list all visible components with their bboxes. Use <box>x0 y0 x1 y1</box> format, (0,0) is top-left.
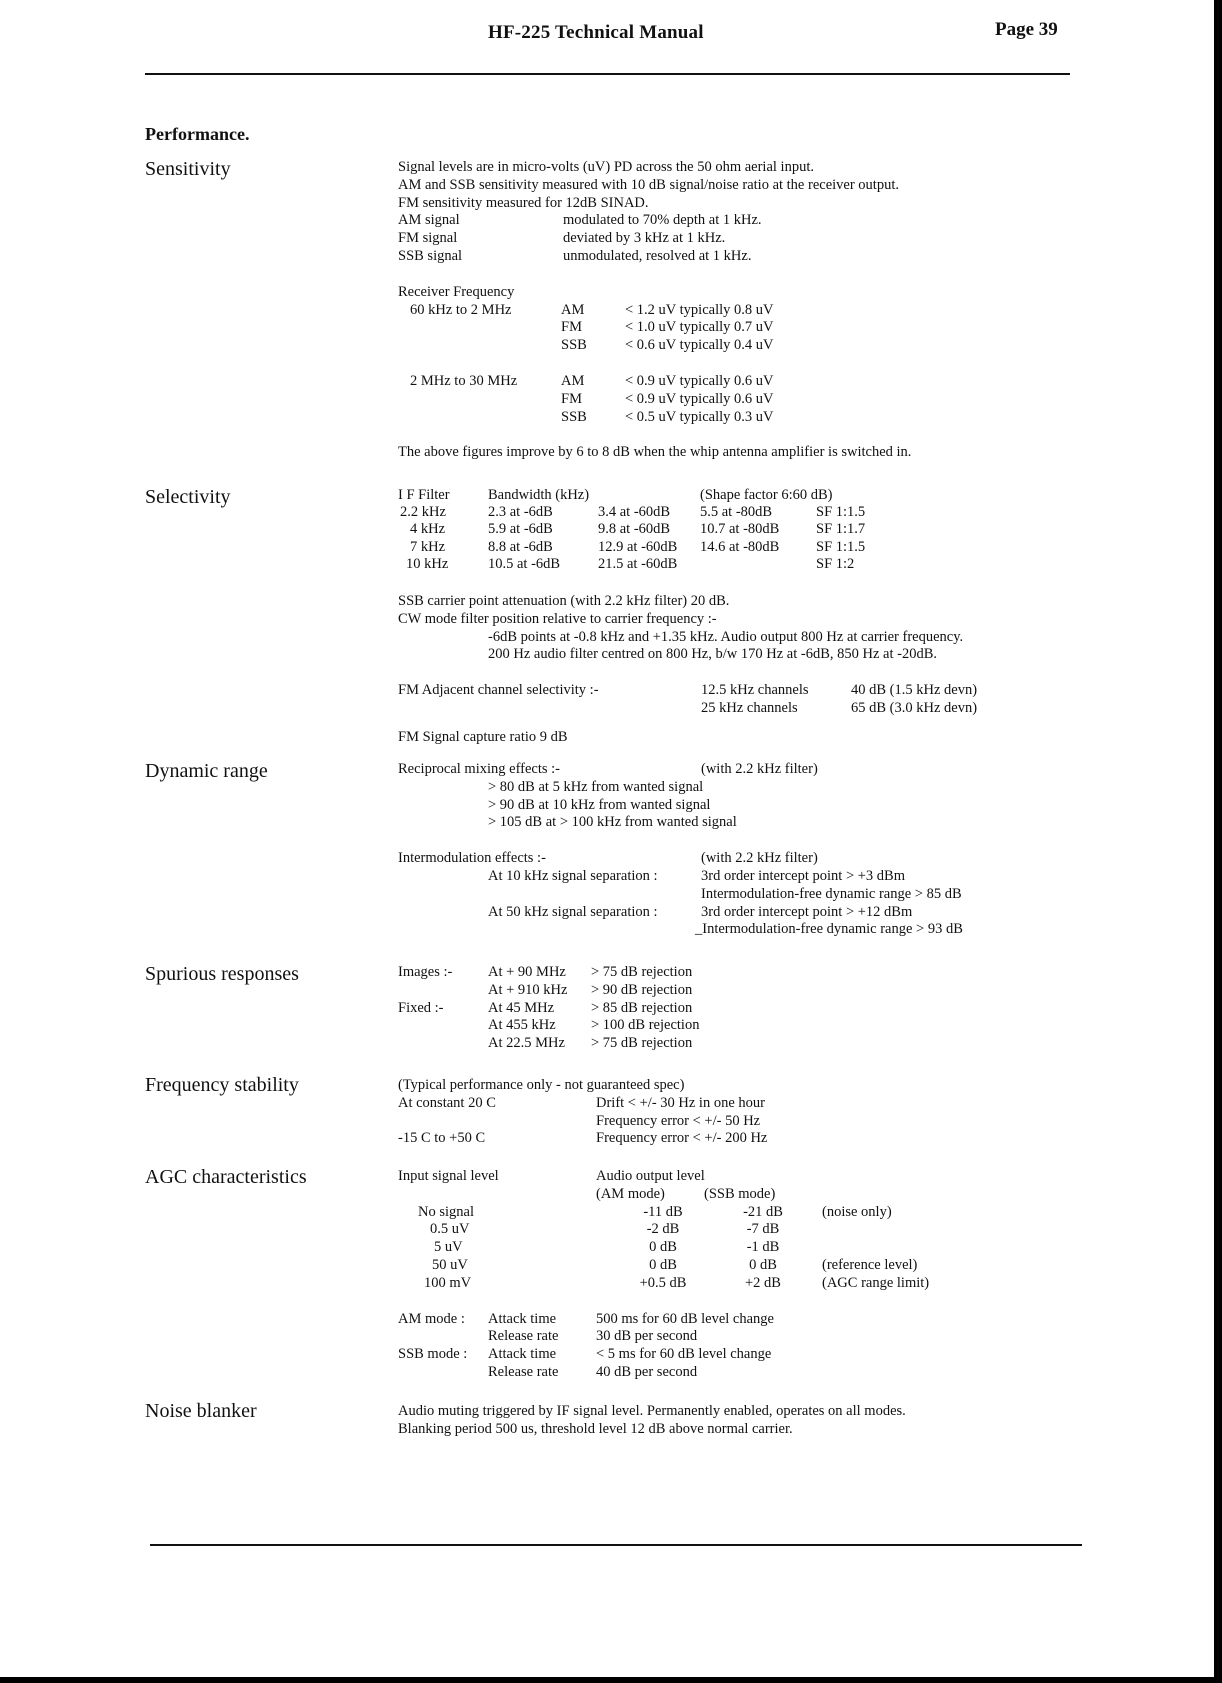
agc-row: 0.5 uV -2 dB -7 dB <box>430 1221 780 1238</box>
section-label-sensitivity: Sensitivity <box>145 158 231 180</box>
intermodulation-row: Intermodulation effects :- (with 2.2 kHz filter) <box>398 850 818 867</box>
signal-row: SSB signal unmodulated, resolved at 1 kHz. <box>398 247 752 264</box>
agc-row: 5 uV 0 dB -1 dB <box>434 1239 780 1256</box>
sensitivity-intro-line: Signal levels are in micro-volts (uV) PD across the 50 ohm aerial input. <box>398 159 814 175</box>
spurious-row: Images :- At + 90 MHz > 75 dB rejection <box>398 964 693 980</box>
band-row: SSB < 0.6 uV typically 0.4 uV <box>561 337 774 354</box>
cw-detail-line: 200 Hz audio filter centred on 800 Hz, b/w 170 Hz at -6dB, 850 Hz at -20dB. <box>488 646 937 663</box>
spurious-row: Fixed :- At 45 MHz > 85 dB rejection <box>398 999 693 1016</box>
table-row: 2.2 kHz 2.3 at -6dB 3.4 at -60dB 5.5 at -80dB SF 1:1.5 <box>400 504 866 521</box>
band-row: 60 kHz to 2 MHz AM < 1.2 uV typically 0.8 uV <box>410 301 774 318</box>
selectivity-block <box>398 487 977 747</box>
signal-row: FM signal deviated by 3 kHz at 1 kHz. <box>398 230 726 247</box>
noise-blanker-block <box>398 1403 906 1439</box>
agc-timing-row: Release rate 40 dB per second <box>488 1363 698 1380</box>
dynamic-range-block <box>398 761 963 939</box>
page-title: HF-225 Technical Manual <box>488 22 704 43</box>
receiver-frequency-heading: Receiver Frequency <box>398 283 515 300</box>
sensitivity-block <box>398 159 911 462</box>
cw-detail-line: -6dB points at -0.8 kHz and +1.35 kHz. Audio output 800 Hz at carrier frequency. <box>488 628 964 645</box>
separation-row: _Intermodulation-free dynamic range > 93 dB <box>695 921 963 938</box>
band-row: FM < 1.0 uV typically 0.7 uV <box>561 319 774 336</box>
agc-block <box>398 1168 929 1382</box>
whip-amplifier-note: The above figures improve by 6 to 8 dB when the whip antenna amplifier is switched in. <box>398 444 912 461</box>
reciprocal-mixing-row: Reciprocal mixing effects :- (with 2.2 kHz filter) <box>398 761 818 777</box>
agc-timing-row: AM mode : Attack time 500 ms for 60 dB level change <box>398 1310 774 1327</box>
footer-rule <box>150 1544 1082 1546</box>
separation-row: At 10 kHz signal separation : 3rd order intercept point > +3 dBm <box>488 867 906 884</box>
page-number: Page 39 <box>995 19 1058 40</box>
sensitivity-intro-line: AM and SSB sensitivity measured with 10 dB signal/noise ratio at the receiver output. <box>398 176 899 193</box>
stability-row: -15 C to +50 C Frequency error < +/- 200 Hz <box>398 1130 768 1147</box>
spurious-row: At + 910 kHz > 90 dB rejection <box>488 981 693 998</box>
section-label-spurious: Spurious responses <box>145 963 299 985</box>
header-rule <box>145 73 1070 75</box>
section-label-frequency-stability: Frequency stability <box>145 1074 299 1096</box>
agc-header-row: Input signal level Audio output level <box>398 1168 705 1184</box>
cw-mode-line: CW mode filter position relative to carrier frequency :- <box>398 610 717 627</box>
separation-row: At 50 kHz signal separation : 3rd order intercept point > +12 dBm <box>488 903 913 920</box>
stability-note: (Typical performance only - not guaranteed spec) <box>398 1077 685 1093</box>
section-label-dynamic-range: Dynamic range <box>145 760 268 782</box>
stability-block <box>398 1077 767 1148</box>
if-filter-table <box>398 487 865 573</box>
table-row: 4 kHz 5.9 at -6dB 9.8 at -60dB 10.7 at -80dB SF 1:1.7 <box>410 521 866 538</box>
stability-row: At constant 20 C Drift < +/- 30 Hz in one hour <box>398 1094 765 1111</box>
fm-adjacent-row: FM Adjacent channel selectivity :- 12.5 kHz channels 40 dB (1.5 kHz devn) <box>398 682 978 699</box>
table-header-row: I F Filter Bandwidth (kHz) (Shape factor 6:60 dB) <box>398 487 833 503</box>
reciprocal-line: > 80 dB at 5 kHz from wanted signal <box>488 778 704 795</box>
scan-border-right <box>1214 0 1222 1683</box>
sensitivity-intro-line: FM sensitivity measured for 12dB SINAD. <box>398 194 649 211</box>
band-row: FM < 0.9 uV typically 0.6 uV <box>561 390 774 407</box>
table-row: 7 kHz 8.8 at -6dB 12.9 at -60dB 14.6 at -80dB SF 1:1.5 <box>410 538 866 555</box>
agc-row: No signal -11 dB -21 dB (noise only) <box>418 1203 892 1220</box>
fm-adjacent-row: 25 kHz channels 65 dB (3.0 kHz devn) <box>701 700 978 716</box>
agc-timing-row: Release rate 30 dB per second <box>488 1328 698 1345</box>
stability-row: Frequency error < +/- 50 Hz <box>596 1112 761 1129</box>
noise-blanker-line: Audio muting triggered by IF signal level. Permanently enabled, operates on all modes. <box>398 1403 906 1419</box>
agc-row: 50 uV 0 dB 0 dB (reference level) <box>432 1256 918 1273</box>
section-label-noise-blanker: Noise blanker <box>145 1400 257 1422</box>
band-row: SSB < 0.5 uV typically 0.3 uV <box>561 408 774 425</box>
ssb-attenuation-line: SSB carrier point attenuation (with 2.2 kHz filter) 20 dB. <box>398 593 730 610</box>
signal-row: AM signal modulated to 70% depth at 1 kHz. <box>398 212 762 229</box>
spurious-row: At 22.5 MHz > 75 dB rejection <box>488 1035 693 1052</box>
reciprocal-line: > 90 dB at 10 kHz from wanted signal <box>488 796 711 813</box>
section-label-selectivity: Selectivity <box>145 486 231 508</box>
scan-border-bottom <box>0 1677 1222 1683</box>
spurious-block <box>398 964 699 1053</box>
agc-timing-row: SSB mode : Attack time < 5 ms for 60 dB level change <box>398 1346 772 1363</box>
reciprocal-line: > 105 dB at > 100 kHz from wanted signal <box>488 814 737 831</box>
band-row: 2 MHz to 30 MHz AM < 0.9 uV typically 0.6 uV <box>410 372 774 389</box>
agc-mode-row: (AM mode) (SSB mode) <box>596 1185 776 1202</box>
performance-heading: Performance. <box>145 124 250 144</box>
fm-capture-ratio: FM Signal capture ratio 9 dB <box>398 728 568 745</box>
separation-row: Intermodulation-free dynamic range > 85 dB <box>701 885 962 902</box>
agc-row: 100 mV +0.5 dB +2 dB (AGC range limit) <box>424 1274 930 1291</box>
section-label-agc: AGC characteristics <box>145 1166 307 1188</box>
spurious-row: At 455 kHz > 100 dB rejection <box>488 1017 700 1034</box>
noise-blanker-line: Blanking period 500 us, threshold level 12 dB above normal carrier. <box>398 1420 793 1437</box>
table-row: 10 kHz 10.5 at -6dB 21.5 at -60dB SF 1:2 <box>406 555 855 572</box>
